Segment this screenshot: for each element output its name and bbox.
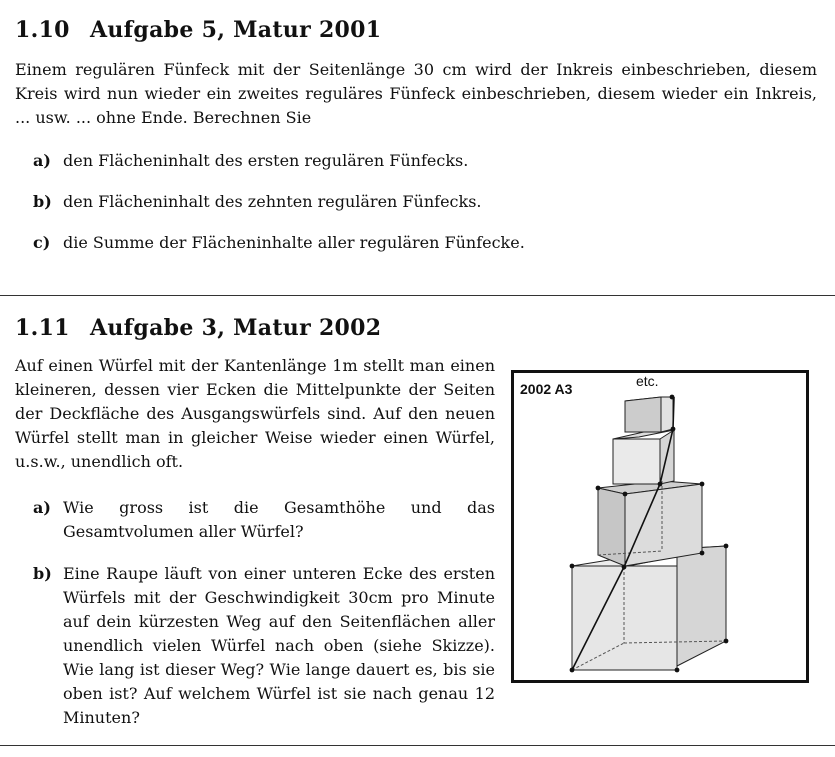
item-text: die Summe der Flächeninhalte aller regulären Fünfecke. — [63, 233, 525, 252]
cube-stack-figure — [511, 370, 809, 683]
list-item — [33, 496, 495, 544]
section-title: Aufgabe 3, Matur 2002 — [90, 315, 382, 341]
section-heading-1-11 — [15, 315, 381, 341]
section-intro: Einem regulären Fünfeck mit der Seitenlänge 30 cm wird der Inkreis einbeschrieben, diesem Kreis wird nun wieder ein zweites reguläres Fünfeck einbeschrieben, diesem wieder ein Inkreis, ... usw. ... ohne Ende. Berechnen Sie — [15, 60, 817, 127]
list-item — [33, 562, 495, 730]
section-heading-1-10 — [15, 17, 381, 43]
cube-stack-drawing — [514, 373, 806, 680]
item-label: b) — [33, 564, 52, 583]
item-label: a) — [33, 498, 51, 517]
item-text: den Flächeninhalt des ersten regulären Fünfecks. — [63, 151, 469, 170]
item-text: Wie gross ist die Gesamthöhe und das Gesamtvolumen aller Würfel? — [63, 498, 495, 541]
item-label: a) — [33, 151, 51, 170]
item-label: c) — [33, 233, 51, 252]
item-label: b) — [33, 192, 52, 211]
list-item — [33, 149, 793, 173]
list-item — [33, 190, 793, 214]
figure-label: 2002 A3 — [520, 381, 573, 397]
section-title: Aufgabe 5, Matur 2001 — [90, 17, 382, 43]
section-intro: Auf einen Würfel mit der Kantenlänge 1m stellt man einen kleineren, dessen vier Ecken die Mittelpunkte der Seiten der Deckfläche des Ausgangswürfels sind. Auf den neuen Würfel stellt man in gleicher Weise wieder einen Würfel, u.s.w., unendlich oft. — [15, 356, 495, 471]
section-divider — [0, 295, 835, 296]
figure-annotation: etc. — [636, 373, 659, 389]
list-item — [33, 231, 793, 255]
section-number: 1.11 — [15, 315, 70, 341]
item-text: Eine Raupe läuft von einer unteren Ecke des ersten Würfels mit der Geschwindigkeit 30cm pro Minute auf dein kürzesten Weg auf den Seitenflächen aller unendlich vielen Würfel nach oben (siehe Skizze). Wie lang ist dieser Weg? Wie lange dauert es, bis sie oben ist? Auf welchem Würfel ist sie nach genau 12 Minuten? — [63, 564, 495, 727]
section-divider — [0, 745, 835, 746]
item-text: den Flächeninhalt des zehnten regulären Fünfecks. — [63, 192, 482, 211]
section-number: 1.10 — [15, 17, 70, 43]
